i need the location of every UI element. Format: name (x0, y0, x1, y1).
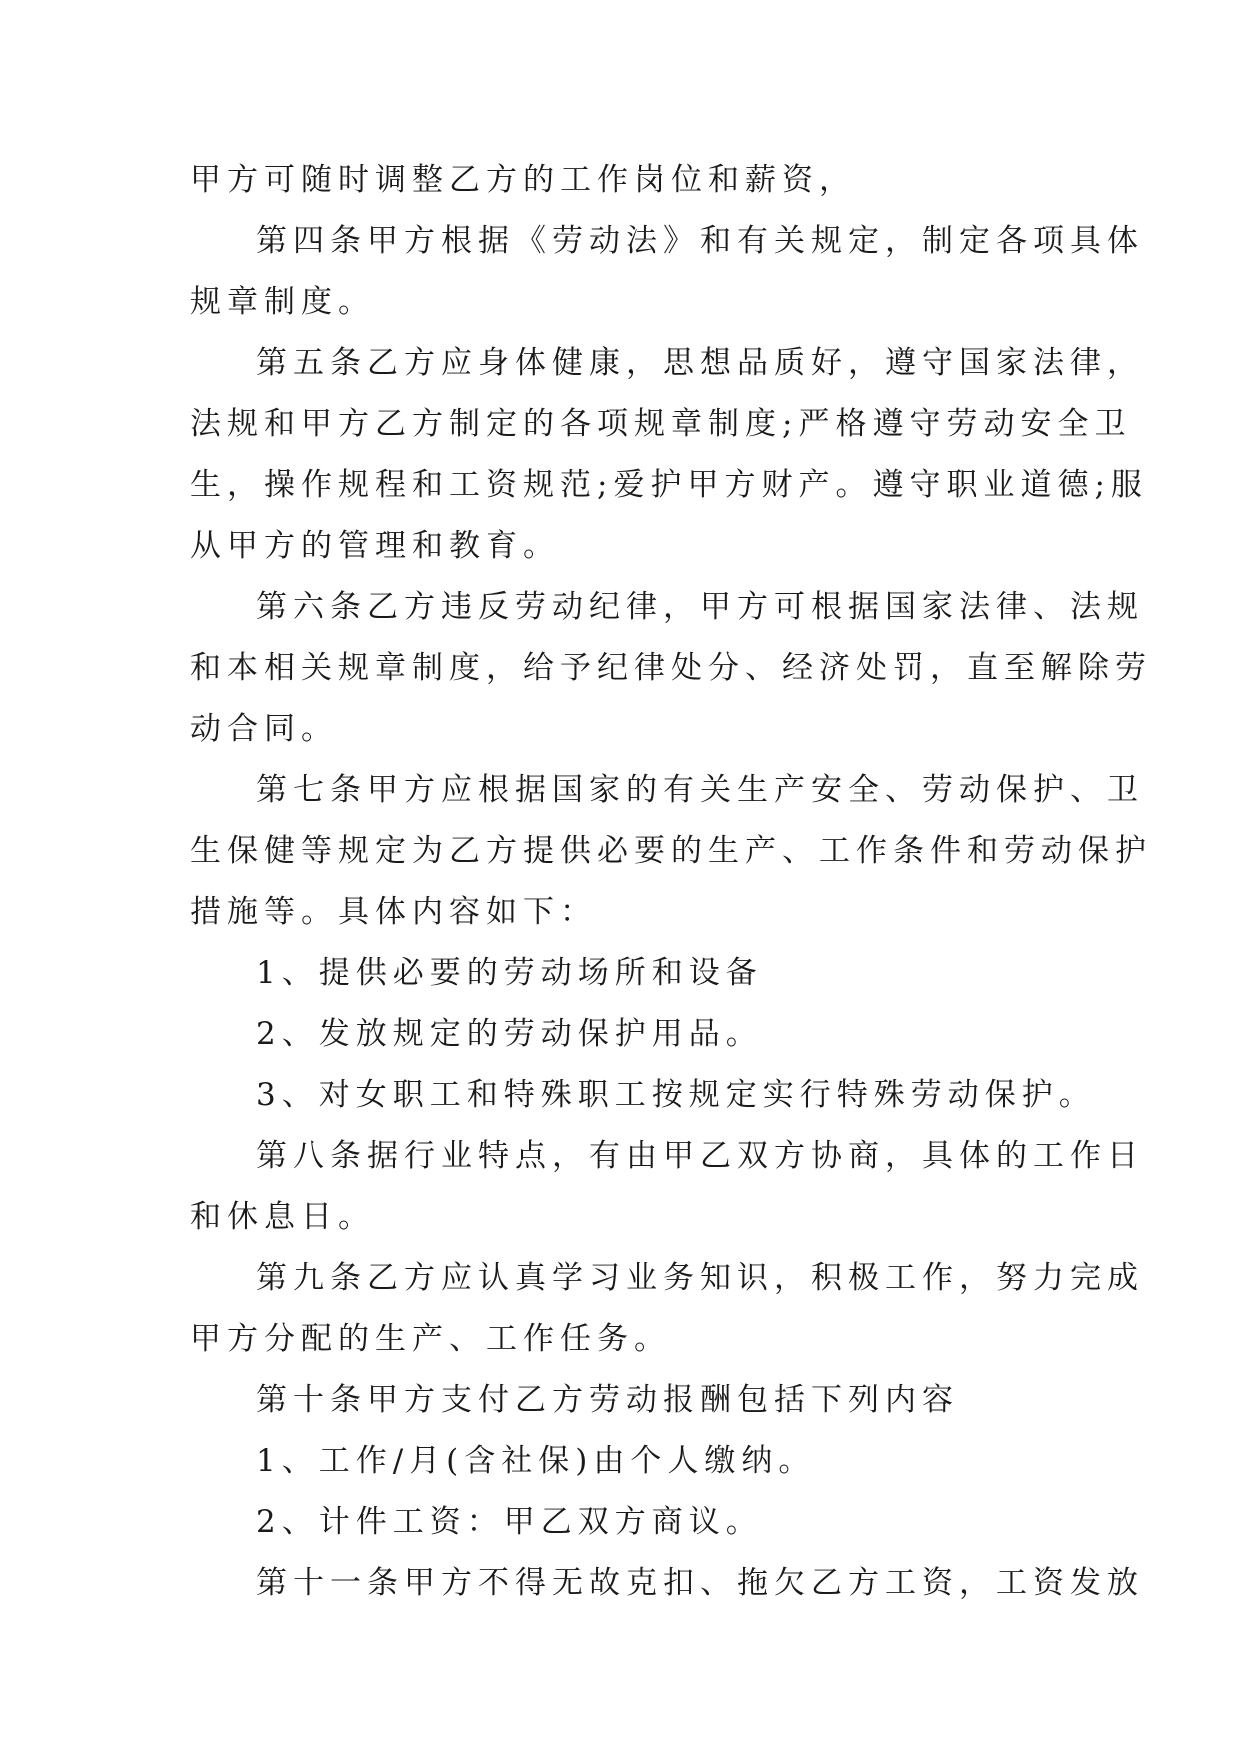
text-line: 和休息日。 (190, 1199, 375, 1235)
document-body (190, 150, 1152, 1614)
text-line: 第十一条甲方不得无故克扣、拖欠乙方工资，工资发放 (256, 1565, 1144, 1601)
text-line: 甲方可随时调整乙方的工作岗位和薪资， (190, 162, 856, 198)
text-line: 第六条乙方违反劳动纪律，甲方可根据国家法律、法规 (256, 589, 1144, 625)
text-line: 从甲方的管理和教育。 (190, 528, 560, 564)
text-line: 生，操作规程和工资规范;爱护甲方财产。遵守职业道德;服 (190, 467, 1148, 503)
text-line: 第七条甲方应根据国家的有关生产安全、劳动保护、卫 (256, 772, 1144, 808)
text-line: 法规和甲方乙方制定的各项规章制度;严格遵守劳动安全卫 (190, 406, 1132, 442)
text-line: 和本相关规章制度，给予纪律处分、经济处罚，直至解除劳 (190, 650, 1152, 686)
text-line: 动合同。 (190, 711, 338, 747)
text-line: 第五条乙方应身体健康，思想品质好，遵守国家法律， (256, 345, 1144, 381)
text-line: 措施等。具体内容如下： (190, 894, 597, 930)
list-item: 1、工作/月(含社保)由个人缴纳。 (256, 1443, 816, 1479)
text-line: 第九条乙方应认真学习业务知识，积极工作，努力完成 (256, 1260, 1144, 1296)
text-line: 甲方分配的生产、工作任务。 (190, 1321, 671, 1357)
text-line: 第十条甲方支付乙方劳动报酬包括下列内容 (256, 1382, 959, 1418)
list-item: 1、提供必要的劳动场所和设备 (256, 955, 763, 991)
list-item: 2、计件工资：甲乙双方商议。 (256, 1504, 763, 1540)
text-line: 规章制度。 (190, 284, 375, 320)
text-line: 第四条甲方根据《劳动法》和有关规定，制定各项具体 (256, 223, 1144, 259)
list-item: 2、发放规定的劳动保护用品。 (256, 1016, 763, 1052)
list-item: 3、对女职工和特殊职工按规定实行特殊劳动保护。 (256, 1077, 1096, 1113)
text-line: 生保健等规定为乙方提供必要的生产、工作条件和劳动保护 (190, 833, 1152, 869)
text-line: 第八条据行业特点，有由甲乙双方协商，具体的工作日 (256, 1138, 1144, 1174)
